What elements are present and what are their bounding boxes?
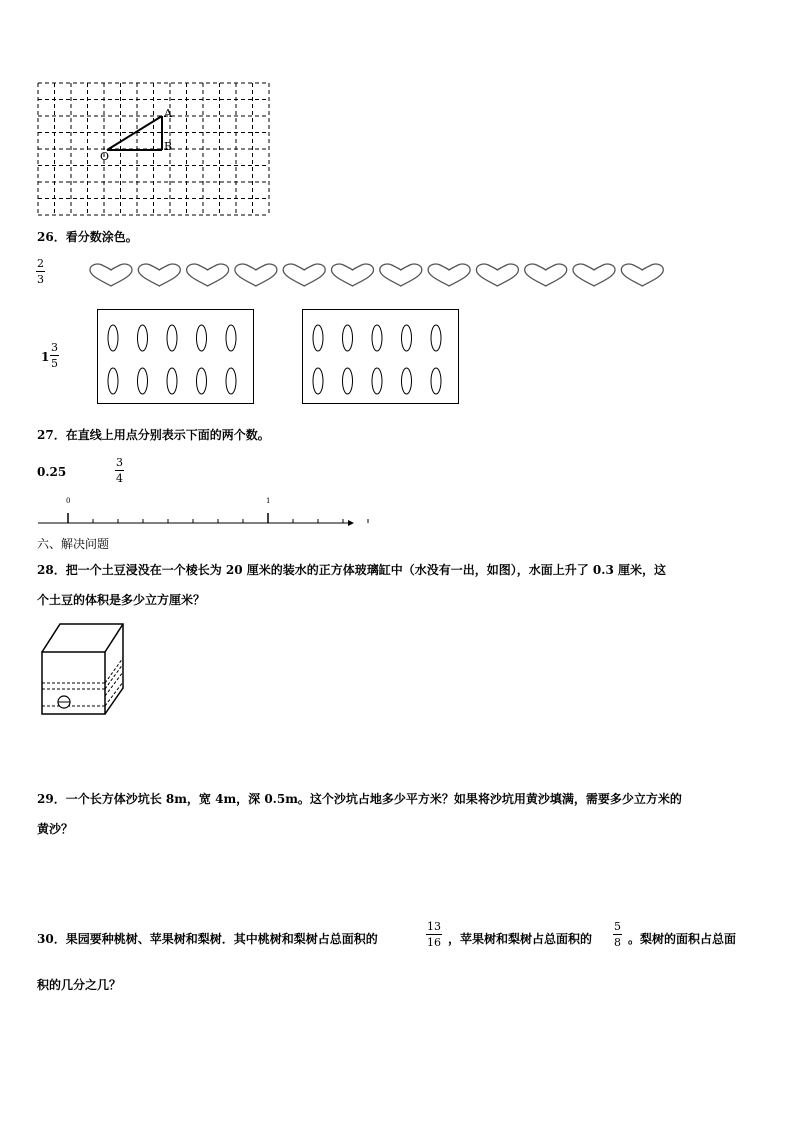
fraction-numerator: 2 [37, 257, 44, 270]
mixed-number-whole: 1 [41, 350, 50, 364]
axis-label-1: 1 [266, 497, 271, 505]
fraction-two-thirds [36, 258, 45, 285]
hearts-row [88, 262, 678, 292]
number-0-25: 0.25 [37, 465, 67, 479]
question-30-part1: 30．果园要种桃树、苹果树和梨树．其中桃树和梨树占总面积的 [37, 932, 378, 946]
heart-shape[interactable] [525, 264, 567, 286]
fraction-bar [50, 355, 59, 356]
question-26-title: 26．看分数涂色。 [37, 230, 138, 244]
oval-shape[interactable] [372, 368, 382, 394]
oval-shape[interactable] [313, 325, 323, 351]
oval-shape[interactable] [108, 325, 118, 351]
cube-tank-figure [40, 622, 135, 722]
oval-shape[interactable] [402, 368, 412, 394]
question-29-line2: 黄沙？ [37, 822, 74, 836]
oval-shape[interactable] [431, 368, 441, 394]
oval-shape[interactable] [197, 368, 207, 394]
axis-label-0: 0 [66, 497, 71, 505]
oval-shape[interactable] [343, 325, 353, 351]
question-28-line1: 28．把一个土豆浸没在一个棱长为 20 厘米的装水的正方体玻璃缸中（水没有一出，如图），水面上升了 0.3 厘米，这 [37, 563, 666, 577]
question-28-line2: 个土豆的体积是多少立方厘米？ [37, 593, 206, 607]
ellipse-box-1 [97, 309, 255, 405]
oval-shape[interactable] [197, 325, 207, 351]
heart-shape[interactable] [380, 264, 422, 286]
heart-shape[interactable] [187, 264, 229, 286]
point-a-label: A [164, 107, 172, 120]
oval-shape[interactable] [372, 325, 382, 351]
fraction-denominator: 5 [51, 357, 58, 370]
fraction-bar [613, 934, 622, 935]
question-27-title: 27．在直线上用点分别表示下面的两个数。 [37, 428, 270, 442]
heart-shape[interactable] [573, 264, 615, 286]
fraction-three-fifths [50, 342, 59, 369]
fraction-bar [36, 271, 45, 272]
fraction-numerator: 3 [51, 341, 58, 354]
question-30-line2: 积的几分之几？ [37, 978, 122, 992]
heart-shape[interactable] [138, 264, 180, 286]
fraction-bar [115, 470, 124, 471]
oval-shape[interactable] [138, 368, 148, 394]
oval-shape[interactable] [108, 368, 118, 394]
oval-shape[interactable] [313, 368, 323, 394]
grid-triangle-figure [36, 80, 276, 220]
fraction-denominator: 8 [614, 936, 621, 949]
fraction-denominator: 16 [427, 936, 441, 949]
fraction-denominator: 4 [116, 472, 123, 485]
oval-shape[interactable] [431, 325, 441, 351]
point-b-label: B [164, 140, 173, 153]
oval-shape[interactable] [167, 325, 177, 351]
heart-shape[interactable] [428, 264, 470, 286]
heart-shape[interactable] [621, 264, 663, 286]
fraction-denominator: 3 [37, 273, 44, 286]
oval-shape[interactable] [226, 325, 236, 351]
fraction-thirteen-sixteenths [426, 921, 442, 948]
fraction-numerator: 5 [614, 920, 621, 933]
oval-shape[interactable] [167, 368, 177, 394]
fraction-bar [426, 934, 442, 935]
question-29-line1: 29．一个长方体沙坑长 8m，宽 4m，深 0.5m。这个沙坑占地多少平方米？如果将沙坑用黄沙填满，需要多少立方米的 [37, 792, 682, 806]
number-line [36, 494, 356, 534]
ellipse-box-2 [302, 309, 460, 405]
fraction-three-quarters [115, 457, 124, 484]
oval-shape[interactable] [226, 368, 236, 394]
heart-shape[interactable] [476, 264, 518, 286]
heart-shape[interactable] [332, 264, 374, 286]
question-30-part2: ，苹果树和梨树占总面积的 [448, 932, 593, 946]
question-30-part3: 。梨树的面积占总面 [628, 932, 737, 946]
oval-shape[interactable] [138, 325, 148, 351]
fraction-numerator: 13 [427, 920, 441, 933]
section-6-title: 六、解决问题 [37, 537, 110, 551]
heart-shape[interactable] [90, 264, 132, 286]
heart-shape[interactable] [283, 264, 325, 286]
point-o-label: O [100, 150, 110, 163]
fraction-numerator: 3 [116, 456, 123, 469]
oval-shape[interactable] [402, 325, 412, 351]
fraction-five-eighths [613, 921, 622, 948]
heart-shape[interactable] [235, 264, 277, 286]
oval-shape[interactable] [343, 368, 353, 394]
